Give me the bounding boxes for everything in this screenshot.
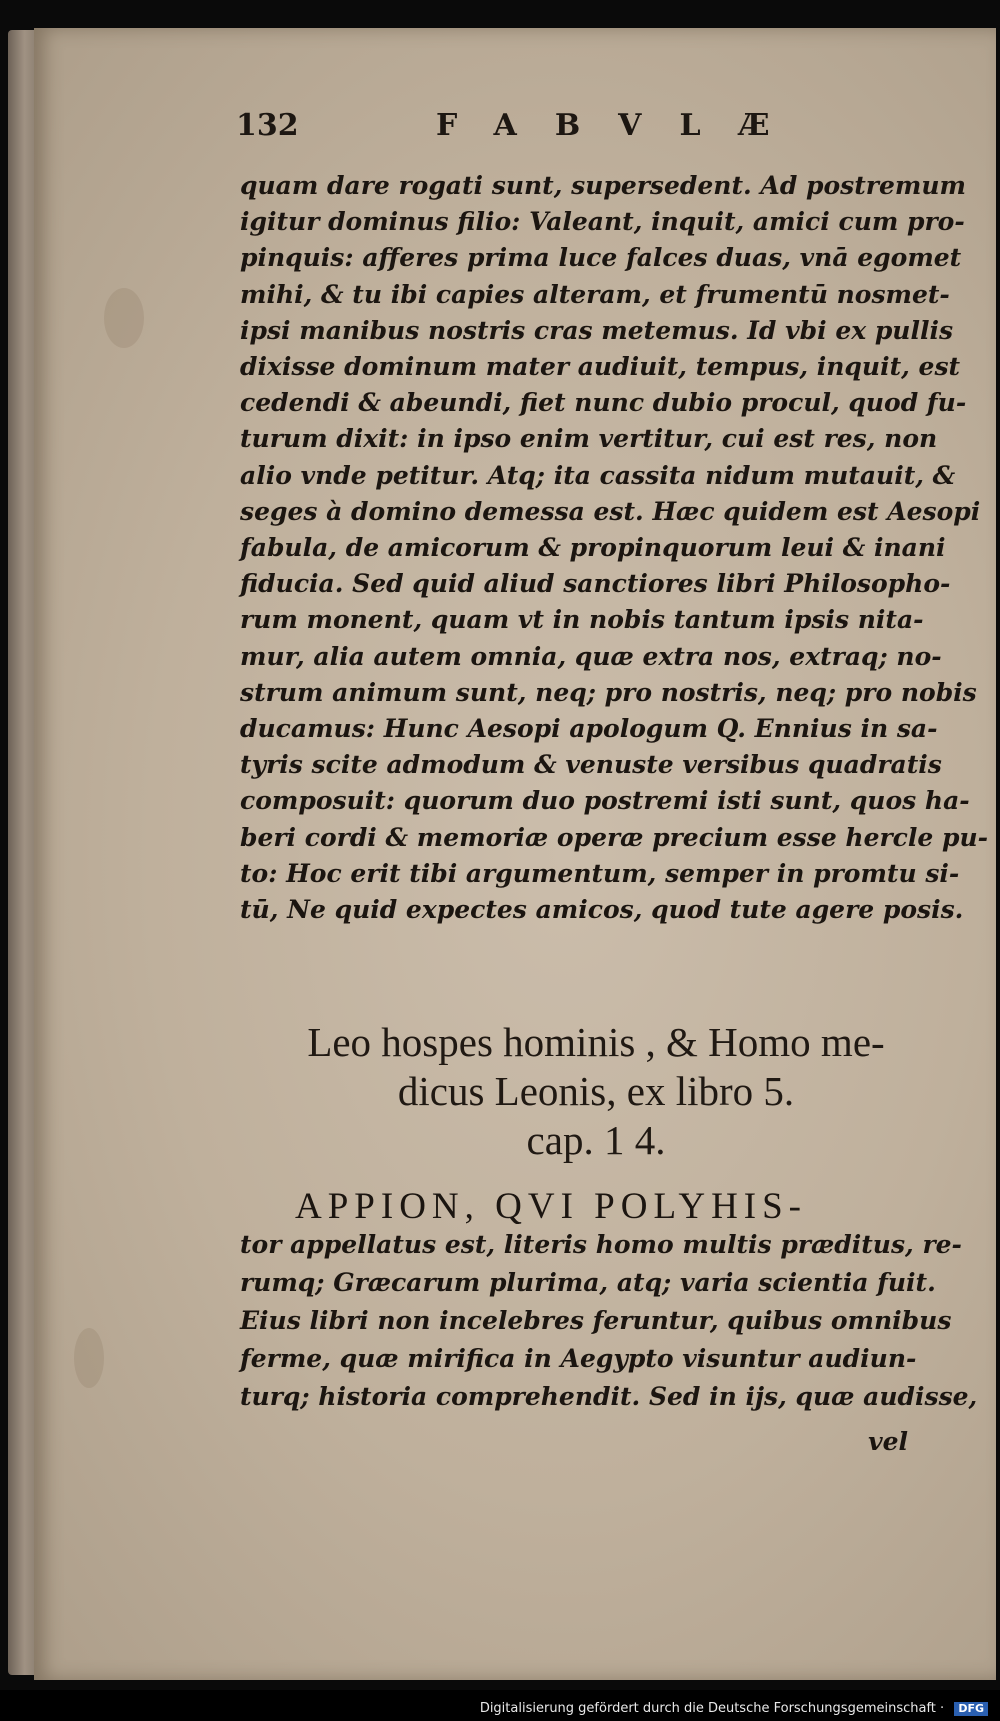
- heading-line: cap. 1 4.: [526, 1117, 666, 1163]
- text-line: mur, alia autem omnia, quæ extra nos, extraq; no-: [240, 641, 942, 671]
- text-line: Eius libri non incelebres feruntur, quibus omnibus: [240, 1306, 952, 1335]
- text-line: ipsi manibus nostris cras metemus. Id vbi ex pullis: [240, 315, 954, 345]
- heading-line: dicus Leonis, ex libro 5.: [397, 1068, 795, 1114]
- text-line: composuit: quorum duo postremi isti sunt, quos ha-: [240, 786, 970, 816]
- text-line: turum dixit: in ipso enim vertitur, cui est res, non: [240, 424, 938, 454]
- funding-footer: [480, 1701, 988, 1716]
- text-line: tū, Ne quid expectes amicos, quod tute agere posis.: [240, 895, 964, 925]
- text-line: fiducia. Sed quid aliud sanctiores libri Philosopho-: [240, 569, 951, 599]
- text-line: alio vnde petitur. Atq; ita cassita nidum mutauit, &: [240, 460, 956, 490]
- text-line: strum animum sunt, neq; pro nostris, neq; pro nobis: [240, 677, 977, 707]
- text-line: mihi, & tu ibi capies alteram, et frumentū nosmet-: [240, 279, 950, 309]
- text-line: ferme, quæ mirifica in Aegypto visuntur audiun-: [240, 1344, 917, 1373]
- text-line: rum monent, quam vt in nobis tantum ipsis nita-: [240, 605, 924, 635]
- text-line: rumq; Græcarum plurima, atq; varia scientia fuit.: [240, 1268, 936, 1297]
- dfg-logo-icon: DFG: [954, 1702, 988, 1716]
- text-line: igitur dominus filio: Valeant, inquit, amici cum pro-: [240, 207, 965, 237]
- running-title: FABVLÆ: [436, 108, 808, 143]
- chapter-heading: [240, 1018, 952, 1165]
- text-line: cedendi & abeundi, fiet nunc dubio procul, quod fu-: [240, 388, 967, 418]
- text-line: fabula, de amicorum & propinquorum leui & inani: [240, 533, 946, 563]
- text-line: beri cordi & memoriæ operæ precium esse hercle pu-: [240, 822, 989, 852]
- body-text-bottom: [240, 1226, 978, 1416]
- text-line: ducamus: Hunc Aesopi apologum Q. Ennius in sa-: [240, 714, 938, 744]
- body-text-top: [240, 168, 989, 928]
- opening-capitals-line: APPION, QVI POLYHIS-: [295, 1186, 808, 1227]
- text-line: dixisse dominum mater audiuit, tempus, inquit, est: [240, 352, 961, 382]
- paper-stain: [104, 288, 144, 348]
- text-line: quam dare rogati sunt, supersedent. Ad postremum: [240, 171, 966, 200]
- catchword: vel: [868, 1427, 908, 1456]
- page-number: 132: [236, 108, 299, 143]
- paper-stain: [74, 1328, 104, 1388]
- text-line: turq; historia comprehendit. Sed in ijs, quæ audisse,: [240, 1382, 978, 1411]
- text-line: tor appellatus est, literis homo multis præditus, re-: [240, 1230, 962, 1259]
- text-line: tyris scite admodum & venuste versibus quadratis: [240, 750, 942, 780]
- heading-line: Leo hospes hominis , & Homo me-: [307, 1019, 885, 1065]
- text-line: to: Hoc erit tibi argumentum, semper in promtu si-: [240, 858, 960, 888]
- footer-text: Digitalisierung gefördert durch die Deutsche Forschungsgemeinschaft ·: [479, 1701, 945, 1716]
- text-line: pinquis: afferes prima luce falces duas, vnā egomet: [240, 243, 962, 273]
- text-line: seges à domino demessa est. Hæc quidem est Aesopi: [240, 496, 981, 526]
